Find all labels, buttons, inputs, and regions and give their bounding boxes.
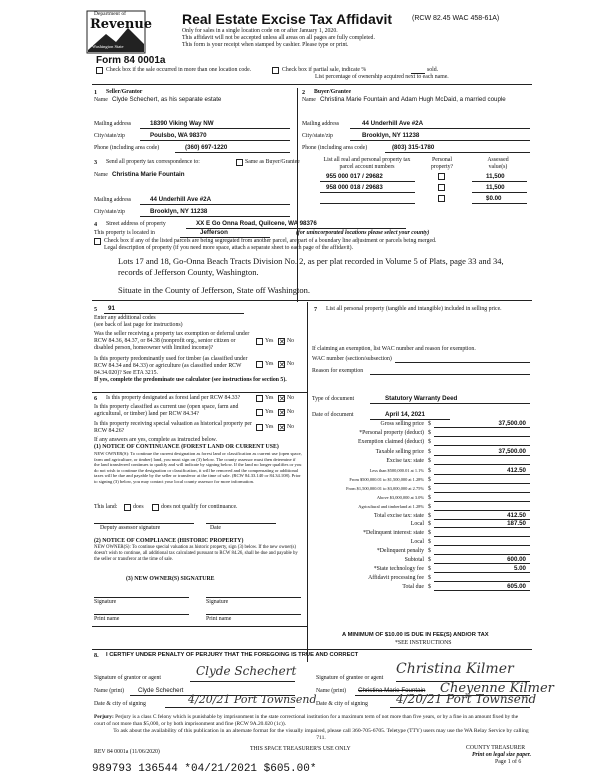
calc-row-label: Subtotal [404, 557, 424, 563]
calc-row-label: Affidavit processing fee [368, 575, 424, 581]
sec6-number: 6 [94, 395, 98, 402]
calc-row-dollar: $ [428, 468, 431, 474]
parcel-number-2-line [320, 192, 415, 193]
parcel-value-1-line [472, 181, 527, 182]
calc-row-label: Gross selling price [380, 421, 424, 427]
sec5-question-2: Is this property predominantly used for timber (as classified under RCW 84.34 and 84.33) or agriculture (as classified under RCW 84.34.020)? See ETA 3215. [94, 356, 248, 376]
partial-sale-suffix: sold. [427, 67, 439, 73]
grantor-name-label: Name (print) [94, 688, 125, 694]
sec5-q1-no: No [287, 338, 295, 344]
calc-row-dollar: $ [428, 421, 431, 427]
calc-row-line [434, 572, 530, 573]
new-owner-signature-label-1: Signature [94, 599, 117, 605]
legal-description[interactable]: Lots 17 and 18, Go-Onna Beach Tracts Division No. 2, as per plat recorded in Volume 5 of Plats, page 33 and 34, records of Jefferson County, Washington. [118, 256, 504, 277]
calc-row-label: Local [410, 539, 424, 545]
sec6-q1-yes: Yes [265, 395, 274, 401]
calc-row-label: Less than $500,000.01 at 1.1% [369, 468, 424, 473]
county-treasurer: COUNTY TREASURER [466, 745, 526, 751]
buyer-city[interactable]: Brooklyn, NY 11238 [362, 132, 420, 139]
deputy-signature-label: Deputy assessor signature [100, 525, 161, 531]
sec6-q2-no-checkbox[interactable]: ✕ [279, 409, 285, 417]
sec6-q2-yes: Yes [265, 409, 274, 415]
parcel-number-1[interactable]: 955 000 017 / 29682 [326, 173, 383, 180]
notice2-body: NEW OWNER(S): To continue special valuation as historic property, sign (3) below. If the new owner(s) doesn't wish to continue, all additional tax calculated pursuant to RCW 84.26, shall be due and payable by the seller or transferor at the time of sale. [94, 545, 298, 562]
located-label: This property is located in [94, 230, 155, 236]
doc-date-label: Date of document [312, 412, 354, 418]
header-note-1: Only for sales in a single location code on or after January 1, 2020. [182, 28, 338, 34]
calc-row-dollar: $ [428, 439, 431, 445]
seller-heading: Seller/Grantor [106, 89, 143, 95]
logo-line3: Washington State [92, 44, 124, 49]
calc-row-label: *Delinquent interest: state [363, 530, 424, 536]
parcel-number-3-line [320, 203, 415, 204]
parcel-value-3-line [472, 203, 527, 204]
sec6-q3-no: No [287, 424, 295, 430]
land-does-not-checkbox[interactable] [152, 504, 159, 511]
sec7-label: List all personal property (tangible and intangible) included in selling price. [326, 306, 502, 312]
sec5-see-instructions: (see back of last page for instructions) [94, 322, 183, 328]
sec5-enter-codes: Enter any additional codes [94, 315, 156, 321]
sec5-note: If yes, complete the predominate use calculator (see instructions for section 5). [94, 377, 287, 383]
exemption-reason-label: Reason for exemption [312, 368, 364, 374]
buyer-phone[interactable]: (803) 315-1780 [392, 144, 435, 151]
calc-row-amount[interactable]: 37,500.00 [498, 448, 526, 455]
calc-row-label: From $1,500,000.01 to $3,000,000 at 2.75% [346, 486, 424, 491]
multi-location-label: Check box if the sale occurred in more than one location code. [106, 67, 252, 73]
calc-row-dollar: $ [428, 504, 431, 510]
calc-row-dollar: $ [428, 539, 431, 545]
calc-row-dollar: $ [428, 584, 431, 590]
grantee-name-label: Name (print) [316, 688, 347, 694]
sec8-top-divider [92, 649, 532, 650]
sec6-q1-yes-checkbox[interactable] [256, 395, 263, 402]
sec3-name-label: Name [94, 172, 108, 178]
buyer-phone-line [385, 152, 530, 153]
new-owner-sig-line-2 [206, 597, 301, 598]
perjury-statement [94, 714, 530, 727]
new-owner-print-line-2 [206, 614, 301, 615]
sec3-city-line [140, 216, 290, 217]
sec6-if-any: If any answers are yes, complete as instructed below. [94, 437, 217, 443]
calc-row-line [434, 554, 530, 555]
doc-date-line [370, 419, 450, 420]
sec3-mailing-line [140, 204, 290, 205]
certify-statement: I CERTIFY UNDER PENALTY OF PERJURY THAT THE FOREGOING IS TRUE AND CORRECT [106, 652, 359, 658]
sec3-mailing-label: Mailing address [94, 197, 132, 203]
buyer-section-number: 2 [302, 89, 306, 96]
notice2-title: (2) NOTICE OF COMPLIANCE (HISTORIC PROPERTY) [94, 538, 244, 544]
calc-row-dollar: $ [428, 557, 431, 563]
seller-phone-line [175, 152, 290, 153]
grantor-name[interactable]: Clyde Schechert [138, 687, 184, 694]
sec4-divider [92, 300, 532, 301]
seller-mailing-label: Mailing address [94, 121, 132, 127]
wac-number-line [395, 362, 530, 363]
same-as-buyer-checkbox[interactable] [236, 159, 243, 166]
calc-row-label: *Personal property (deduct) [359, 430, 424, 436]
grantee-name-struck[interactable]: Christina Marie Fountain [358, 687, 426, 694]
sec8-number: 8. [94, 652, 99, 659]
grantor-signature[interactable]: Clyde Schechert [196, 664, 297, 678]
calc-row-dollar: $ [428, 530, 431, 536]
cashier-stamp: 989793 136544 *04/21/2021 $605.00* [92, 763, 317, 775]
calc-row-line [434, 581, 530, 582]
seller-city-line [140, 140, 290, 141]
calc-row-dollar: $ [428, 495, 431, 501]
sec6-q1-no-checkbox[interactable]: ✕ [279, 395, 285, 403]
sec5-q2-no: No [287, 361, 295, 367]
seller-city[interactable]: Poulsbo, WA 98370 [150, 132, 207, 139]
sec5-7-divider [307, 302, 308, 662]
calc-row-line [434, 501, 530, 502]
buyer-name-label: Name [302, 97, 316, 103]
sec5-q2-yes: Yes [265, 361, 274, 367]
calc-row-amount[interactable]: 187.50 [507, 520, 526, 527]
perjury-text: Perjury is a class C felony which is punishable by imprisonment in the state correctional institution for a maximum term of not more than five years, or by a fine in an amount fixed by the court of not more than $5,000, or by both imprisonment and fine (RCW 9A.20.020 (1c)). [94, 714, 519, 727]
sec6-q1-no: No [287, 395, 295, 401]
property-address[interactable]: XX E Go Onna Road, Quilcene, WA 98376 [196, 220, 317, 227]
parcel-1-personal-checkbox[interactable] [438, 173, 445, 180]
see-instructions-note: *SEE INSTRUCTIONS [395, 640, 452, 646]
calc-row-line [434, 590, 530, 591]
legal-desc-label: Legal description of property (if you need more space, attach a separate sheet to each page of the affidavit). [104, 245, 354, 251]
grantor-signature-label: Signature of grantor or agent [94, 675, 161, 681]
seller-section-number: 1 [94, 89, 98, 96]
calc-row-dollar: $ [428, 521, 431, 527]
sec5-code[interactable]: 91 [108, 305, 115, 312]
grantee-date-line [390, 707, 530, 708]
header-note-2: This affidavit will not be accepted unless all areas on all pages are fully completed. [182, 35, 375, 41]
parcel-value-2[interactable]: 11,500 [486, 184, 505, 191]
parcel-2-personal-checkbox[interactable] [438, 184, 445, 191]
doc-type-line [370, 403, 530, 404]
unincorporated-note: (for unincorporated locations please select your county) [296, 230, 430, 236]
calc-row-line [434, 536, 530, 537]
buyer-phone-label: Phone (including area code) [302, 145, 368, 151]
parcel-3-personal-checkbox[interactable] [438, 195, 445, 202]
calc-row-dollar: $ [428, 548, 431, 554]
accessibility-note: To ask about the availability of this publication in an alternate format for the visually impaired, please call 360-705-6705. Teletype (TTY) users may use the WA Relay Service by calling 711. [113, 728, 529, 741]
calc-row-dollar: $ [428, 458, 431, 464]
seller-name-label: Name [94, 97, 108, 103]
calc-row-label: From $500,000.01 to $1,500,000 at 1.28% [349, 477, 424, 482]
buyer-heading: Buyer/Grantee [314, 89, 352, 95]
calc-row-label: Above $3,000,000 at 3.0% [376, 495, 424, 500]
notice1-title: (1) NOTICE OF CONTINUANCE (FOREST LAND OR CURRENT USE) [94, 444, 279, 450]
ownership-note: List percentage of ownership acquired next to each name. [315, 74, 449, 80]
exemption-reason-line [370, 374, 530, 375]
land-does-not-label: does not qualify for continuance. [161, 504, 238, 510]
sec5-number: 5 [94, 306, 98, 313]
calc-row-amount[interactable]: 605.00 [507, 583, 526, 590]
land-does-checkbox[interactable] [124, 504, 131, 511]
sec5-code-line [104, 313, 244, 314]
grantor-sig-line [190, 681, 295, 682]
parcels-header-personal: Personal property? [430, 157, 454, 170]
deputy-sig-line [94, 523, 194, 524]
form-number: Form 84 0001a [96, 55, 166, 66]
buyer-mailing[interactable]: 44 Underhill Ave #2A [362, 120, 424, 127]
sec5-q1-yes: Yes [265, 338, 274, 344]
calc-row-line [434, 445, 530, 446]
calc-row-line [434, 455, 530, 456]
sec6-q3-no-checkbox[interactable]: ✕ [279, 424, 285, 432]
sec6-q2-no: No [287, 409, 295, 415]
calc-row-line [434, 510, 530, 511]
sec3-name[interactable]: Christina Marie Fountain [112, 171, 185, 178]
perjury-lead: Perjury: [94, 714, 114, 720]
sec6-question-3: Is this property receiving special valuation as historical property per RCW 84.26? [94, 421, 252, 434]
form-rcw: (RCW 82.45 WAC 458-61A) [412, 15, 500, 22]
segregated-checkbox[interactable] [94, 238, 101, 245]
calc-row-dollar: $ [428, 575, 431, 581]
sec5-question-1: Was the seller receiving a property tax exemption or deferral under RCW 84.36, 84.37, or 84.38 (nonprofit org., senior citizen or disabled person, homeowner with limited income)? [94, 331, 250, 351]
calc-row-line [434, 527, 530, 528]
doc-date[interactable]: April 14, 2021 [385, 411, 425, 418]
calc-row-dollar: $ [428, 566, 431, 572]
buyer-mailing-label: Mailing address [302, 121, 340, 127]
sec6-question-2: Is this property classified as current use (open space, farm and agricultural, or timber) land per RCW 84.34? [94, 404, 239, 417]
grantee-date-city[interactable]: 4/20/21 Port Townsend [396, 692, 537, 706]
calc-row-dollar: $ [428, 513, 431, 519]
calc-row-line [434, 492, 530, 493]
buyer-name[interactable]: Christina Marie Fountain and Adam Hugh McDaid, a married couple [320, 96, 506, 103]
deputy-date-label: Date [210, 525, 221, 531]
sec5-q2-no-checkbox[interactable]: ✕ [279, 361, 285, 369]
sec3-label: Send all property tax correspondence to: [106, 159, 200, 165]
calc-row-dollar: $ [428, 430, 431, 436]
parcels-header-assessed: Assessed value(s) [487, 157, 509, 170]
calc-row-amount[interactable]: 600.00 [507, 556, 526, 563]
buyer-city-label: City/state/zip [302, 133, 333, 139]
deputy-date-line [206, 523, 276, 524]
grantee-signature-label: Signature of grantee or agent [316, 675, 384, 681]
located-county[interactable]: Jefferson [200, 229, 228, 236]
sec4-number: 4 [94, 221, 98, 228]
calc-row-label: Taxable selling price [375, 449, 424, 455]
seller-mailing-line [140, 128, 290, 129]
new-owner-sig-line-1 [94, 597, 189, 598]
calc-row-label: Total excise tax: state [374, 513, 424, 519]
notice1-body: NEW OWNER(S): To continue the current designation as forest land or classification as current use (open space, farm and agriculture, or timber) land, you must sign on (3) below. The county assessor must then determine if the land transferred continues to qualify and will indicate by signing below. If the land no longer qualifies or you do not wish to continue the designation or classification, it will be removed and the compensating or additional taxes will be due and payable by the seller or transferor at the time of sale. (RCW 84.33.140 or 84.34.108). Prior to signing (3) below, you may contact your local county assessor for more information. [94, 451, 302, 484]
this-land-label: This land: [94, 504, 118, 510]
land-does-label: does [133, 504, 144, 510]
calc-row-line [434, 545, 530, 546]
sec6-q3-yes: Yes [265, 424, 274, 430]
new-owner-print-line-1 [94, 614, 189, 615]
sec3-mailing[interactable]: 44 Underhill Ave #2A [150, 196, 212, 203]
form-revision: REV 84 0001a (11/06/2020) [94, 749, 160, 755]
new-owner-signature-label-2: Signature [206, 599, 229, 605]
doc-type[interactable]: Statutory Warranty Deed [385, 395, 458, 402]
header-note-3: This form is your receipt when stamped by cashier. Please type or print. [182, 42, 349, 48]
buyer-city-line [350, 140, 530, 141]
seller-mailing[interactable]: 18390 Viking Way NW [150, 120, 214, 127]
calc-row-line [434, 436, 530, 437]
form-title: Real Estate Excise Tax Affidavit [182, 11, 393, 27]
calc-row-label: Local [410, 521, 424, 527]
parcel-value-2-line [472, 192, 527, 193]
sec6-question-1: Is this property designated as forest land per RCW 84.33? [106, 395, 241, 401]
grantee-date-city-label: Date & city of signing [316, 701, 368, 707]
sec8-divider [92, 626, 307, 627]
grantee-name[interactable]: Cheyenne Kilmer [440, 681, 554, 696]
sec5-q1-no-checkbox[interactable]: ✕ [279, 338, 285, 346]
calc-row-label: Agricultural and timberland at 1.28% [358, 504, 424, 509]
calc-row-label: Exemption claimed (deduct) [358, 439, 424, 445]
parcel-value-3[interactable]: $0.00 [486, 195, 502, 202]
seller-phone[interactable]: (360) 697-1220 [185, 144, 228, 151]
segregated-label: Check box if any of the listed parcels are being segregated from another parcel, are part of a boundary line adjustment or parcels being merged. [104, 238, 437, 244]
parcel-number-1-line [320, 181, 415, 182]
sec7-number: 7 [314, 306, 318, 313]
calc-row-line [434, 464, 530, 465]
notice3-title: (3) NEW OWNER(S) SIGNATURE [126, 576, 215, 582]
calc-row-label: Total due [402, 584, 424, 590]
page-number: Page 1 of 6 [495, 759, 522, 765]
seller-name[interactable]: Clyde Schechert, as his separate estate [112, 96, 222, 103]
header-divider [92, 84, 532, 85]
grantor-date-city[interactable]: 4/20/21 Port Townsend [188, 693, 317, 706]
sec3-city[interactable]: Brooklyn, NY 11238 [150, 208, 208, 215]
sec3-city-label: City/state/zip [94, 209, 125, 215]
calc-row-label: *State technology fee [373, 566, 424, 572]
partial-sale-label: Check box if partial sale, indicate % [282, 67, 367, 73]
situate-text[interactable]: Situate in the County of Jefferson, State off Washington. [118, 285, 310, 295]
calc-row-label: Excise tax: state [386, 458, 424, 464]
dor-logo [86, 10, 153, 54]
print-legal-note: Print on legal size paper. [472, 752, 532, 758]
partial-sale-checkbox[interactable] [272, 67, 279, 74]
doc-type-label: Type of document [312, 396, 355, 402]
parcels-header-numbers: List all real and personal property tax parcel account numbers [323, 157, 411, 170]
sec4-address-label: Street address of property [106, 221, 166, 227]
multi-location-checkbox[interactable] [96, 67, 103, 74]
calc-row-line [434, 474, 530, 475]
buyer-mailing-line [350, 128, 530, 129]
sec5-q1-yes-checkbox[interactable] [256, 338, 263, 345]
calc-row-line [434, 427, 530, 428]
grantee-signature[interactable]: Christina Kilmer [396, 661, 514, 677]
new-owner-print-label-1: Print name [94, 616, 120, 622]
exemption-claim-label: If claiming an exemption, list WAC number and reason for exemption. [312, 346, 476, 352]
calc-row-label: *Delinquent penalty [376, 548, 424, 554]
parcel-number-2[interactable]: 958 000 018 / 29683 [326, 184, 383, 191]
minimum-fee-note: A MINIMUM OF $10.00 IS DUE IN FEE(S) AND/OR TAX [342, 632, 489, 638]
calc-row-line [434, 483, 530, 484]
parcel-value-1[interactable]: 11,500 [486, 173, 505, 180]
same-as-buyer-label: Same as Buyer/Grantee [245, 159, 300, 165]
sec5-q2-yes-checkbox[interactable] [256, 361, 263, 368]
sec6-q3-yes-checkbox[interactable] [256, 424, 263, 431]
calc-row-amount[interactable]: 37,500.00 [498, 420, 526, 427]
grantor-date-line [165, 707, 295, 708]
calc-row-dollar: $ [428, 449, 431, 455]
logo-line1: Department of [94, 11, 126, 17]
calc-row-dollar: $ [428, 477, 431, 483]
seller-phone-label: Phone (including area code) [94, 145, 160, 151]
sec6-q2-yes-checkbox[interactable] [256, 409, 263, 416]
wac-number-label: WAC number (section/subsection) [312, 356, 392, 362]
calc-row-amount[interactable]: 5.00 [513, 565, 526, 572]
sec3-number: 3 [94, 159, 98, 166]
calc-row-line [434, 563, 530, 564]
calc-row-amount[interactable]: 412.50 [507, 512, 526, 519]
logo-line2: Revenue [90, 17, 153, 32]
sec6-divider [92, 392, 307, 393]
new-owner-print-label-2: Print name [206, 616, 232, 622]
seller-city-label: City/state/zip [94, 133, 125, 139]
grantor-date-city-label: Date & city of signing [94, 701, 146, 707]
calc-row-amount[interactable]: 412.50 [507, 467, 526, 474]
treasurer-use-only: THIS SPACE TREASURER'S USE ONLY [250, 746, 351, 752]
calc-row-dollar: $ [428, 486, 431, 492]
